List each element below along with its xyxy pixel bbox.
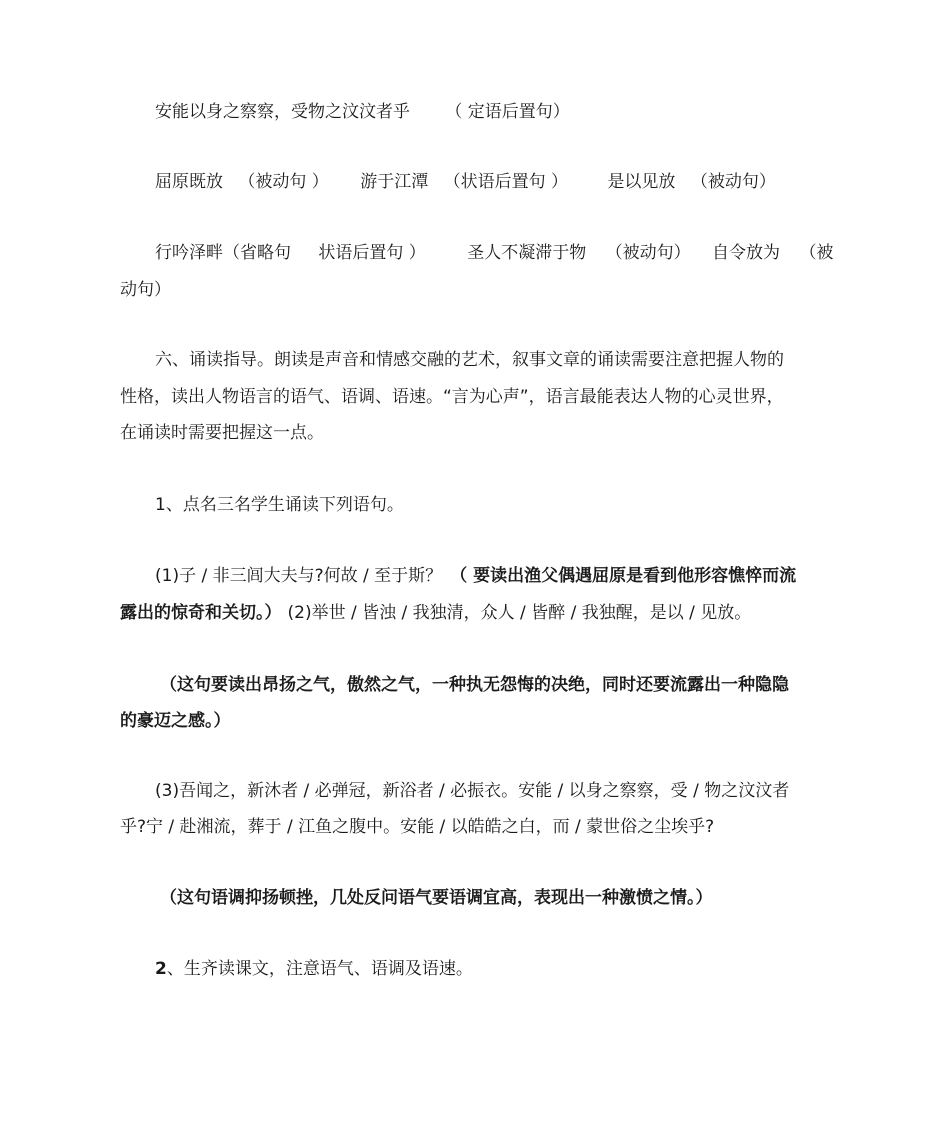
text-line-4: 动句） xyxy=(120,280,171,300)
sentence-text: 圣人不凝滞于物 xyxy=(467,243,587,263)
reading-line xyxy=(120,595,830,631)
annotation-text: （被 xyxy=(799,243,834,263)
sentence-text: (2)举世 / 皆浊 / 我独清，众人 / 皆醉 / 我独醒，是以 / 见放。 xyxy=(287,603,752,623)
reading-guidance: 露出的惊奇和关切。） xyxy=(120,603,282,623)
step-number: 2 xyxy=(155,959,167,979)
annotation-text: （被动句 ） xyxy=(238,172,329,192)
annotation-text: 状语后置句 ） xyxy=(318,243,426,263)
annotation-text: （被动句） xyxy=(605,243,691,263)
sentence-text: 是以见放 xyxy=(607,172,676,192)
paragraph-line: 性格，读出人物语言的语气、语调、语速。“言为心声”，语言最能表达人物的心灵世界， xyxy=(120,387,784,407)
sentence-text: (1)子 / 非三闾大夫与?何故 / 至于斯？ xyxy=(155,566,443,586)
step-heading xyxy=(155,951,865,987)
text-line-1 xyxy=(155,94,865,130)
sentence-text: 安能以身之察察，受物之汶汶者乎 xyxy=(155,102,410,122)
paragraph-line: 六、诵读指导。朗读是声音和情感交融的艺术，叙事文章的诵读需要注意把握人物的 xyxy=(155,350,784,370)
text-line-3 xyxy=(155,235,865,271)
step-heading: 1、点名三名学生诵读下列语句。 xyxy=(155,495,404,515)
sentence-text: 自令放为 xyxy=(712,243,781,263)
reading-line: 乎?宁 / 赴湘流，葬于 / 江鱼之腹中。安能 / 以皓皓之白，而 / 蒙世俗之尘埃乎? xyxy=(120,817,715,837)
reading-line xyxy=(155,558,865,594)
reading-guidance: （这句要读出昂扬之气，傲然之气，一种执无怨悔的决绝，同时还要流露出一种隐隐 xyxy=(160,675,789,695)
paragraph-line: 在诵读时需要把握这一点。 xyxy=(120,423,324,443)
reading-guidance: （ 要读出渔父偶遇屈原是看到他形容憔悴而流 xyxy=(450,566,797,586)
reading-line: (3)吾闻之，新沐者 / 必弹冠，新浴者 / 必振衣。安能 / 以身之察察，受 / 物之汶汶者 xyxy=(155,781,790,801)
annotation-text: （ 定语后置句） xyxy=(445,102,570,122)
text-line-2 xyxy=(155,164,865,200)
reading-guidance: （这句语调抑扬顿挫，几处反问语气要语调宜高，表现出一种激愤之情。） xyxy=(160,888,713,908)
step-text: 、生齐读课文，注意语气、语调及语速。 xyxy=(166,959,473,979)
annotation-text: （状语后置句 ） xyxy=(443,172,569,192)
annotation-text: （被动句） xyxy=(690,172,776,192)
sentence-text: 行吟泽畔（省略句 xyxy=(155,243,291,263)
reading-guidance: 的豪迈之感。） xyxy=(120,711,231,731)
sentence-text: 屈原既放 xyxy=(155,172,223,192)
sentence-text: 游于江潭 xyxy=(360,172,429,192)
